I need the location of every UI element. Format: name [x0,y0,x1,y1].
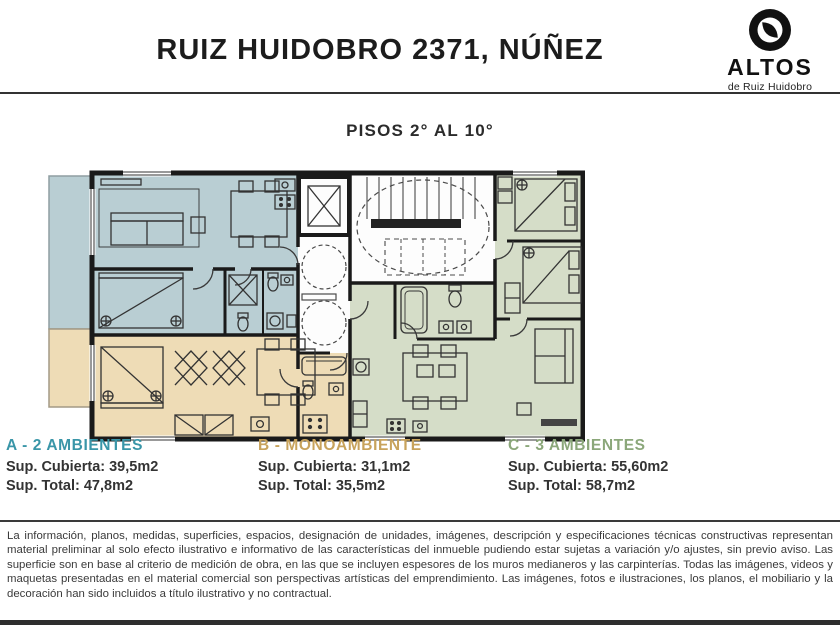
unit-b-sup-total: Sup. Total: 35,5m2 [258,478,386,495]
elevator-icon [299,177,349,235]
header-divider [0,92,840,94]
legend-unit-b [258,437,503,497]
legal-disclaimer: La información, planos, medidas, superficies, espacios, designación de unidades, imágenes, descripción y especificaciones técnicas constructivas representan material preliminar al solo efecto ilustrativo e informativo de las características del inmueble pudiendo estar sujetas a variación y/o ajustes, sin previo aviso. Las superficie son en base al criterio de medición de obra, en las que se incluyen espesores de los muros medianeros y las carpinterías. Todas las imágenes, videos y maquetas presentadas en el material comercial son perspectivas artísticas del emprendimiento. Las imágenes, fotos e ilustraciones, los planos, el mobiliario y la decoración han sido incluidos a título ilustrativo y no contractual. [7,530,833,600]
brand-subtitle: de Ruiz Huidobro [727,81,813,93]
legend-unit-c [508,437,753,497]
unit-c-sup-cubierta: Sup. Cubierta: 55,60m2 [508,459,669,475]
floor-plan [35,163,585,448]
unit-a-region [92,173,298,335]
unit-a-sup-cubierta: Sup. Cubierta: 39,5m2 [6,459,159,475]
bottom-border [0,620,840,625]
unit-c-label: C - 3 AMBIENTES [508,437,646,454]
unit-b-label: B - MONOAMBIENTE [258,437,422,454]
header [0,0,840,92]
unit-b-sup-cubierta: Sup. Cubierta: 31,1m2 [258,459,411,475]
brand-name: ALTOS [727,54,813,80]
compass-eye-icon [746,6,794,54]
plan-title: PISOS 2° AL 10° [346,121,494,140]
balcony-strip [49,176,92,407]
disclaimer-divider [0,520,840,522]
unit-a-sup-total: Sup. Total: 47,8m2 [6,478,134,495]
unit-c-sup-total: Sup. Total: 58,7m2 [508,478,636,495]
brand-logo [710,6,830,93]
legend-unit-a [6,437,251,497]
unit-a-label: A - 2 AMBIENTES [6,437,144,454]
page-title: RUIZ HUIDOBRO 2371, NÚÑEZ [156,34,604,66]
